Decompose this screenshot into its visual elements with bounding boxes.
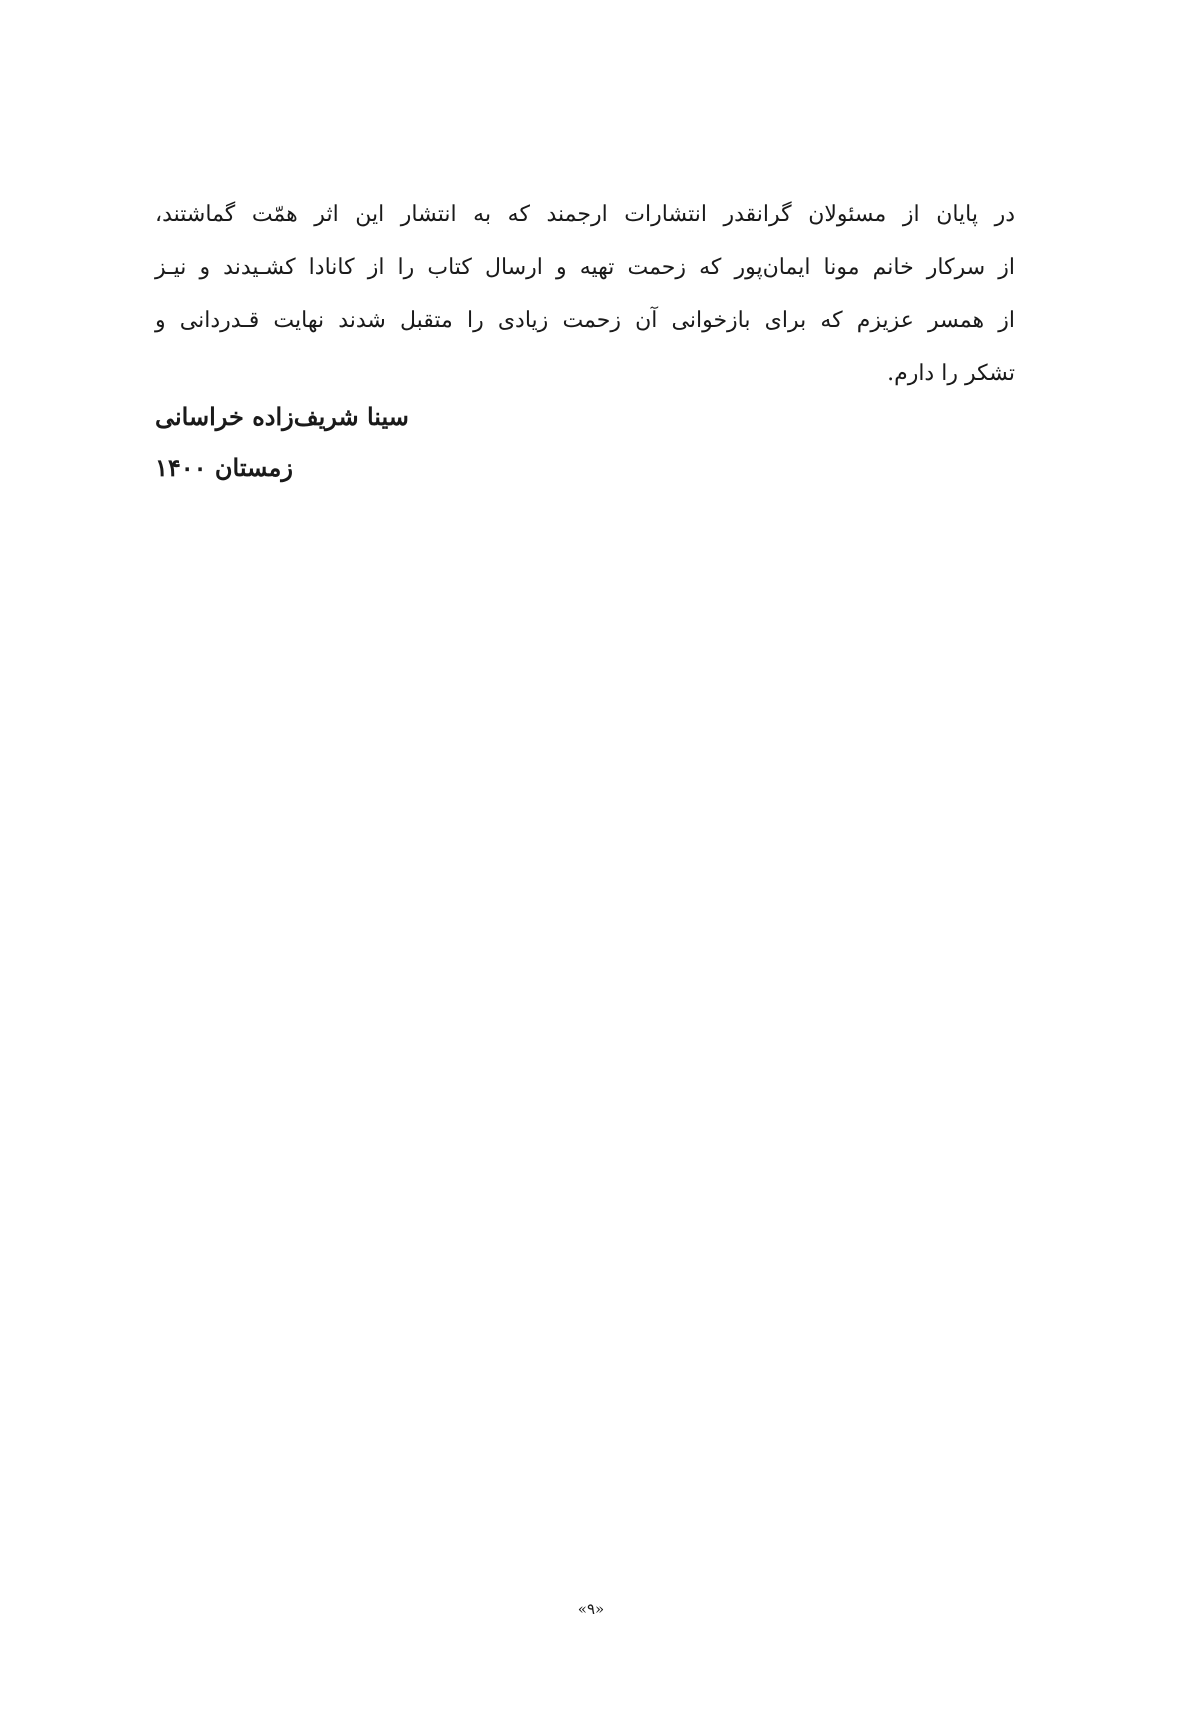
- page-number: «۹»: [577, 1600, 605, 1618]
- paragraph-line: از سرکار خانم مونا ایمان‌پور که زحمت تهیه و ارسال کتاب را از کانادا کشـیدند و نیـز: [155, 255, 1015, 280]
- signature-date: زمستان ۱۴۰۰: [155, 453, 293, 482]
- author-name: سینا شریف‌زاده خراسانی: [155, 402, 409, 431]
- paragraph-line: از همسر عزیزم که برای بازخوانی آن زحمت زیادی را متقبل شدند نهایت قـدردانی و: [155, 308, 1015, 333]
- paragraph-line: در پایان از مسئولان گرانقدر انتشارات ارجمند که به انتشار این اثر همّت گماشتند،: [155, 202, 1015, 227]
- acknowledgement-paragraph: [155, 188, 1015, 400]
- paragraph-line: تشکر را دارم.: [887, 361, 1015, 386]
